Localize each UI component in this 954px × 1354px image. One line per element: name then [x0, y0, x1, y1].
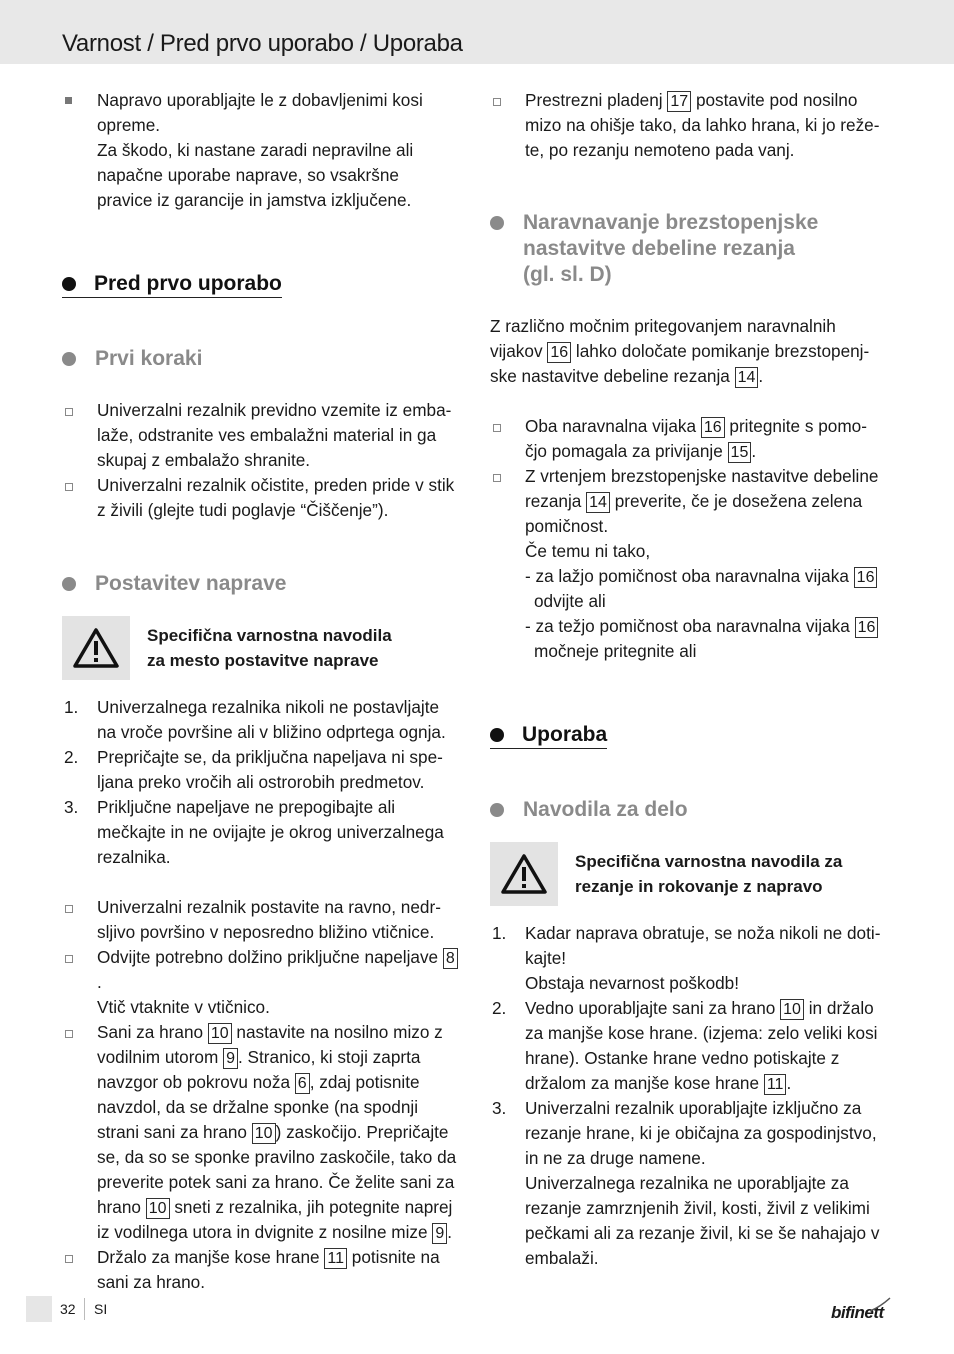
heading-dot-icon — [62, 577, 76, 591]
checkbox-bullet-icon — [65, 905, 73, 913]
part-ref: 16 — [855, 617, 879, 638]
list-item: Odvijte potrebno dolžino priključne napeljave 8. Vtič vtaknite v vtičnico. — [62, 945, 462, 1020]
numbered-item: 2. Prepričajte se, da priključna napeljava ni spe- ljana preko vročih ali ostrorobih predmetov. — [64, 747, 443, 792]
paragraph: Z različno močnim pritegovanjem naravnalnih vijakov 16 lahko določate pomikanje brezstopenj- ske nastavitve debeline rezanja 14 . — [490, 316, 870, 386]
part-ref: 9 — [223, 1048, 238, 1069]
checkbox-bullet-icon — [65, 955, 73, 963]
subsection-heading-navodila: Navodila za delo — [490, 797, 890, 822]
numbered-item: 1. Kadar naprava obratuje, se noža nikoli ne doti- kajte! Obstaja nevarnost poškodb! — [492, 923, 881, 993]
subsection-heading-prvi: Prvi koraki — [62, 346, 462, 371]
subsection-heading-postavitev: Postavitev naprave — [62, 571, 462, 596]
warning-box — [490, 842, 890, 906]
part-ref: 14 — [735, 367, 759, 388]
part-ref: 10 — [780, 999, 804, 1020]
part-ref: 15 — [728, 442, 752, 463]
numbered-item: 3. Univerzalni rezalnik uporabljajte izključno za rezanje hrane, ki je običajna za gospodinjstvo, in ne za druge namene. Univerzalnega rezalnika ne uporabljajte za rezanje zamrznjenih živil, kosti, živil z velikimi pečkami ali za rezanje živil, ki se še nahajajo v embalaži. — [492, 1098, 880, 1268]
heading-dot-icon — [490, 728, 504, 742]
checkbox-bullet-icon — [65, 1255, 73, 1263]
language-code: SI — [94, 1301, 108, 1317]
square-bullet-icon — [65, 97, 72, 104]
checkbox-bullet-icon — [493, 98, 501, 106]
page-title: Varnost / Pred prvo uporabo / Uporaba — [62, 30, 463, 57]
part-ref: 17 — [667, 91, 691, 112]
part-ref: 14 — [586, 492, 610, 513]
list-item: Sani za hrano 10 nastavite na nosilno mizo z vodilnim utorom 9 . Stranico, ki stoji zaprta navzgor ob pokrovu noža 6 , zdaj potisnite navzdol, da se držalne sponke (na spodnji strani sani za hrano 10 ) zaskočijo. Prepričajte se, da so se sponke pravilno zaskočile, tako da preverite potek sani za hrano. Če želite sani za hrano 10 sneti z rezalnika, jih potegnite naprej iz vodilnega utora in dvignite z nosilne mize 9 . — [62, 1020, 462, 1245]
right-column — [490, 88, 890, 1271]
warning-triangle-icon — [490, 842, 558, 906]
part-ref: 9 — [432, 1223, 447, 1244]
warning-text: Specifična varnostna navodila za rezanje in rokovanje z napravo — [575, 852, 843, 896]
part-ref: 8 — [443, 948, 458, 969]
part-ref: 10 — [252, 1123, 276, 1144]
part-ref: 10 — [208, 1023, 232, 1044]
heading-dot-icon — [490, 216, 504, 230]
part-ref: 11 — [764, 1074, 787, 1095]
part-ref: 6 — [295, 1073, 310, 1094]
checkbox-bullet-icon — [65, 483, 73, 491]
checkbox-bullet-icon — [493, 424, 501, 432]
list-item: Držalo za manjše kose hrane 11 potisnite na sani za hrano. — [62, 1245, 462, 1295]
warning-text: Specifična varnostna navodila za mesto postavitve naprave — [147, 626, 392, 670]
list-item: Univerzalni rezalnik previdno vzemite iz emba- laže, odstranite ves embalažni material in ga skupaj z embalažo shranite. — [62, 398, 462, 473]
left-column — [62, 88, 462, 1295]
list-item: Oba naravnalna vijaka 16 pritegnite s pomo- čjo pomagala za privijanje 15 . — [490, 414, 890, 464]
heading-dot-icon — [62, 277, 76, 291]
list-item: Univerzalni rezalnik očistite, preden pride v stik z živili (glejte tudi poglavje “Čiščenje”). — [62, 473, 462, 523]
checkbox-bullet-icon — [65, 408, 73, 416]
checkbox-bullet-icon — [65, 1030, 73, 1038]
warning-box — [62, 616, 462, 680]
warning-triangle-icon — [62, 616, 130, 680]
brand-logo: bifinett — [831, 1303, 884, 1322]
checkbox-bullet-icon — [493, 474, 501, 482]
section-heading-pred: Pred prvo uporabo — [62, 271, 282, 298]
part-ref: 10 — [146, 1198, 170, 1219]
footer-marker — [26, 1296, 52, 1322]
list-item: Prestrezni pladenj 17 postavite pod nosilno mizo na ohišje tako, da lahko hrana, ki jo reže- te, po rezanju nemoteno pada vanj. — [490, 88, 890, 163]
numbered-item: 1. Univerzalnega rezalnika nikoli ne postavljajte na vroče površine ali v bližino odprtega ognja. — [64, 697, 446, 742]
brand-swoosh-icon — [868, 1297, 892, 1313]
heading-dot-icon — [490, 803, 504, 817]
list-item: Z vrtenjem brezstopenjske nastavitve debeline rezanja 14 preverite, če je dosežena zelena pomičnost. Če temu ni tako, - za lažjo pomičnost oba naravnalna vijaka 16 odvijte ali - za težjo pomičnost oba naravnalna vijaka 16 močneje pritegnite ali — [490, 464, 890, 664]
footer-divider — [84, 1298, 85, 1320]
page-number: 32 — [60, 1301, 76, 1317]
subsection-heading-naravnavanje: Naravnavanje brezstopenjske nastavitve debeline rezanja (gl. sl. D) — [490, 210, 890, 288]
numbered-item: 3. Priključne napeljave ne prepogibajte ali mečkajte in ne ovijajte je okrog univerzalnega rezalnika. — [64, 797, 444, 867]
heading-dot-icon — [62, 352, 76, 366]
part-ref: 16 — [854, 567, 878, 588]
list-item: Napravo uporabljajte le z dobavljenimi kosi opreme. Za škodo, ki nastane zaradi nepravilne ali napačne uporabe naprave, so vsakršne pravice iz garancije in jamstva izključene. — [62, 88, 462, 213]
part-ref: 11 — [324, 1248, 347, 1269]
page-header — [0, 0, 954, 64]
part-ref: 16 — [547, 342, 571, 363]
list-item: Univerzalni rezalnik postavite na ravno, nedr- sljivo površino v neposredno bližino vtičnice. — [62, 895, 462, 945]
part-ref: 16 — [701, 417, 725, 438]
section-heading-uporaba: Uporaba — [490, 722, 607, 749]
numbered-item: 2. Vedno uporabljajte sani za hrano 10 in držalo za manjše kose hrane. (izjema: zelo veliki kosi hrane). Ostanke hrane vedno potiskajte z držalom za manjše kose hrane 11 . — [492, 998, 878, 1093]
